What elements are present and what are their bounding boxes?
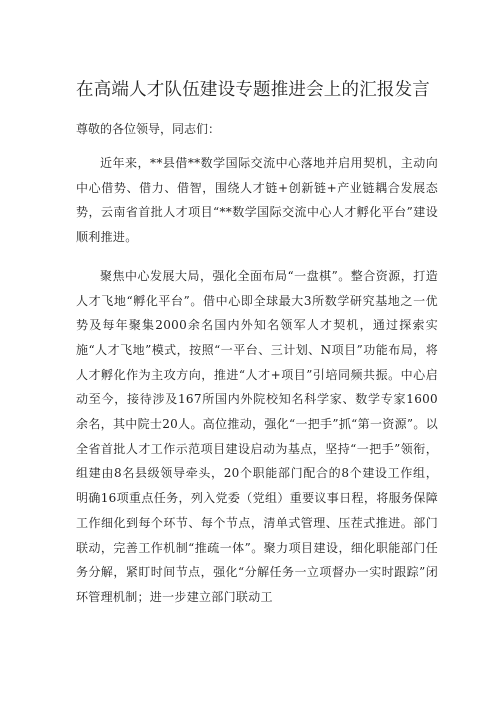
document-title: 在高端人才队伍建设专题推进会上的汇报发言 bbox=[76, 80, 430, 100]
paragraph-overall-layout: 聚焦中心发展大局，强化全面布局“一盘棋”。整合资源，打造人才飞地“孵化平台”。借中心即全球最大3所数学研究基地之一优势及每年聚集2000余名国内外知名领军人才契机，通过探索实施“人才飞地”模式，按照“一平台、三计划、N项目”功能布局，将人才孵化作为主攻方向，推进“人才+项目”引培同频共振。中心启动至今，接待涉及167所国内外院校知名科学家、数学专家1600余名，其中院士20人。高位推动，强化“一把手”抓“第一资源”。以全省首批人才工作示范项目建设启动为基点，坚持“一把手”领衔，组建由8名县级领导牵头，20个职能部门配合的8个建设工作组，明确16项重点任务，列入党委（党组）重要议事日程，将服务保障工作细化到每个环节、每个节点，清单式管理、压茬式推进。部门联动，完善工作机制“推疏一体”。聚力项目建设，细化职能部门任务分解，紧盯时间节点，强化“分解任务一立项督办一实时跟踪”闭环管理机制；进一步建立部门联动工 bbox=[76, 268, 438, 604]
salutation: 尊敬的各位领导，同志们： bbox=[76, 122, 221, 136]
paragraph-intro: 近年来，**县借**数学国际交流中心落地并启用契机，主动向中心借势、借力、借智，围绕人才链+创新链+产业链耦合发展态势，云南省首批人才项目“**数学国际交流中心人才孵化平台”建设顺利推进。 bbox=[76, 156, 438, 245]
